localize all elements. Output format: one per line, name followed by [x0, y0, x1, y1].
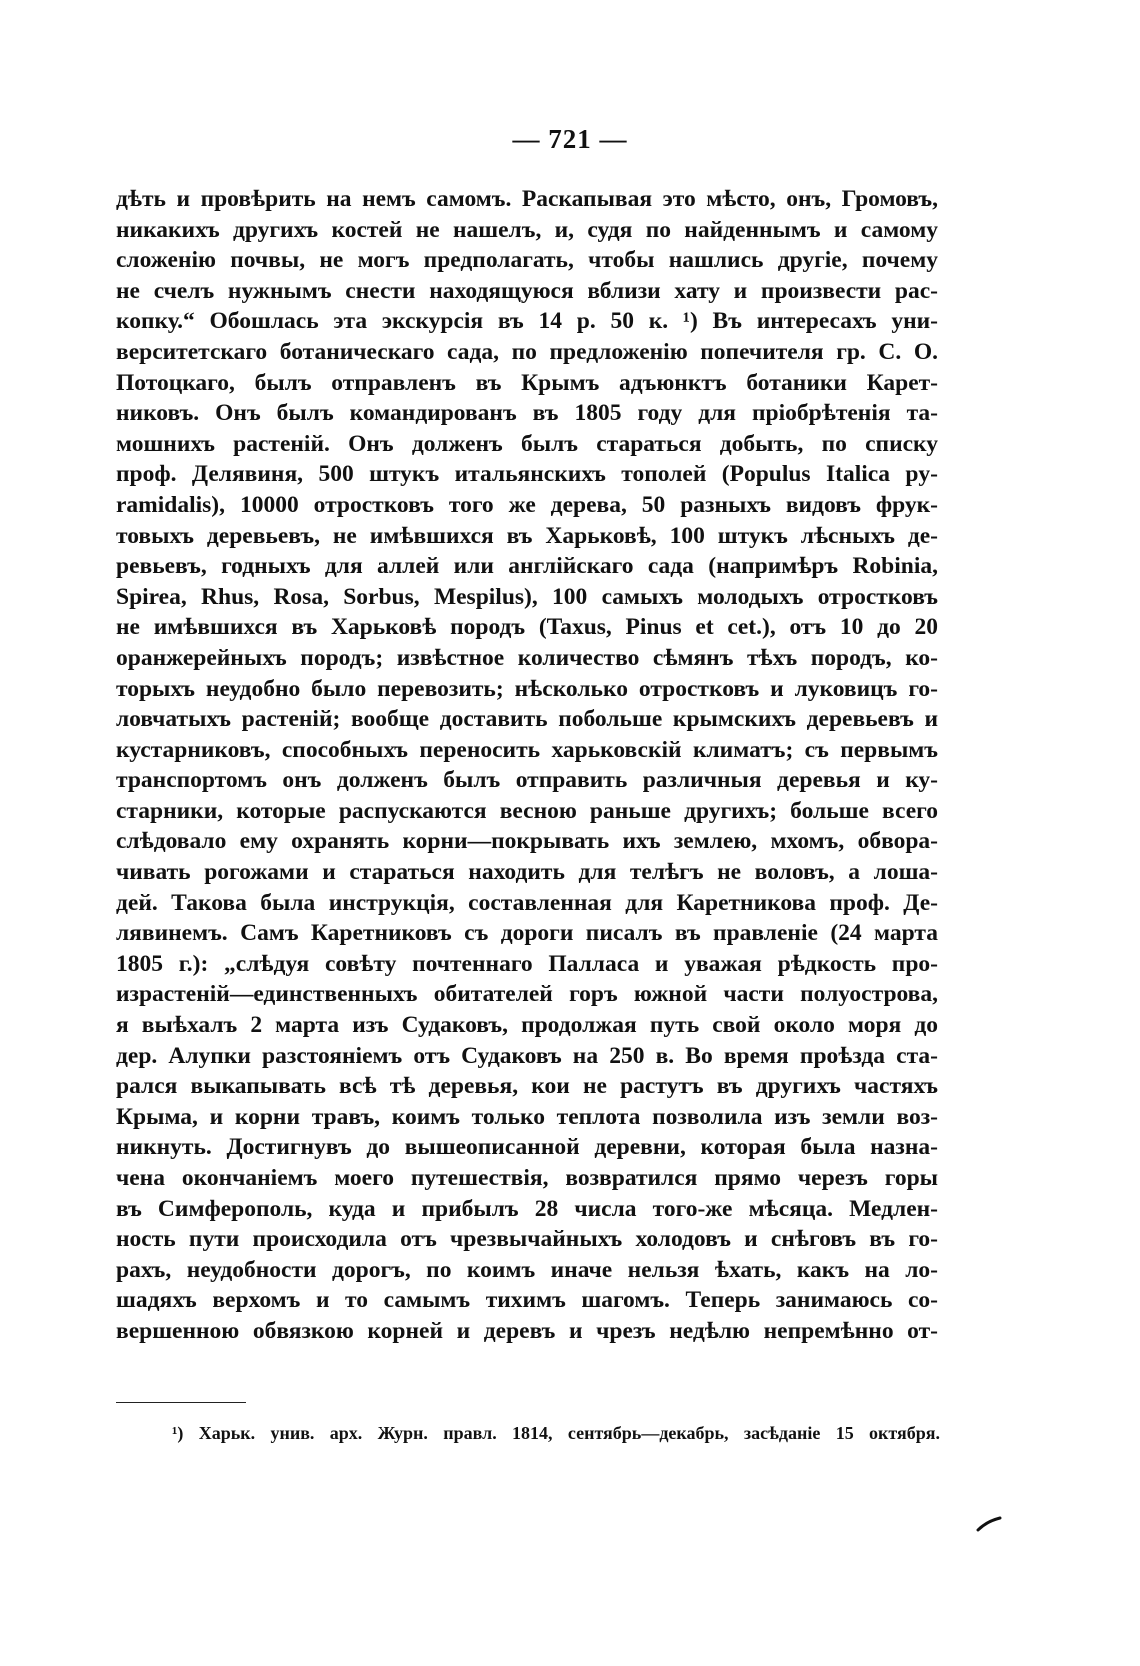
text-line: дѣть и провѣрить на немъ самомъ. Раскапывая это мѣсто, онъ, Громовъ, — [116, 186, 938, 212]
text-line: я выѣхалъ 2 марта изъ Судаковъ, продолжая путь свой около моря до — [116, 1012, 938, 1039]
text-line: Потоцкаго, былъ отправленъ въ Крымъ адъюнктъ ботаники Карет- — [116, 369, 938, 396]
text-line: сложенію почвы, не могъ предполагать, чтобы нашлись другіе, почему — [116, 247, 938, 274]
text-line: никовъ. Онъ былъ командированъ въ 1805 году для пріобрѣтенія та- — [116, 400, 938, 427]
text-line: не счелъ нужнымъ снести находящуюся вблизи хату и произвести рас- — [116, 277, 938, 304]
text-line: чивать рогожами и стараться находить для телѣгъ не воловъ, а лоша- — [116, 859, 938, 886]
text-line: рахъ, неудобности дорогъ, по коимъ иначе нельзя ѣхать, какъ на ло- — [116, 1256, 938, 1283]
text-line: оранжерейныхъ породъ; извѣстное количество сѣмянъ тѣхъ породъ, ко- — [116, 644, 938, 671]
text-line: копку.“ Обошлась эта экскурсія въ 14 р. 50 к. ¹) Въ интересахъ уни- — [116, 308, 938, 335]
text-line: не имѣвшихся въ Харьковѣ породъ (Taxus, Pinus et cet.), отъ 10 до 20 — [116, 614, 938, 641]
footnote-marker: ¹) — [172, 1423, 184, 1443]
text-line: ловчатыхъ растеній; вообще доставить побольше крымскихъ деревьевъ и — [116, 706, 938, 733]
text-line: верситетскаго ботаническаго сада, по предложенію попечителя гр. С. О. — [116, 338, 938, 365]
text-line: проф. Делявиня, 500 штукъ итальянскихъ тополей (Populus Italica py- — [116, 461, 938, 488]
text-line: никакихъ другихъ костей не нашелъ, и, судя по найденнымъ и самому — [116, 216, 938, 243]
footnote-divider — [116, 1402, 246, 1403]
text-line: торыхъ неудобно было перевозить; нѣсколько отростковъ и луковицъ го- — [116, 675, 938, 702]
footnote — [172, 1423, 940, 1444]
text-line: вершенною обвязкою корней и деревъ и чрезъ недѣлю непремѣнно от- — [116, 1317, 938, 1344]
text-line: израстеній—единственныхъ обитателей горъ южной части полуострова, — [116, 981, 938, 1008]
text-line: кустарниковъ, способныхъ переносить харьковскій климатъ; съ первымъ — [116, 736, 938, 763]
text-line: 1805 г.): „слѣдуя совѣту почтеннаго Палласа и уважая рѣдкость про- — [116, 950, 938, 977]
text-line: дер. Алупки разстояніемъ отъ Судаковъ на 250 в. Во время проѣзда ста- — [116, 1042, 938, 1069]
text-line: никнуть. Достигнувъ до вышеописанной деревни, которая была назна- — [116, 1134, 938, 1161]
main-text — [116, 184, 938, 1347]
text-line: товыхъ деревьевъ, не имѣвшихся въ Харьковѣ, 100 штукъ лѣсныхъ де- — [116, 522, 938, 549]
text-line: ность пути происходила отъ чрезвычайныхъ холодовъ и снѣговъ въ го- — [116, 1226, 938, 1253]
text-line: старники, которые распускаются весною раньше другихъ; больше всего — [116, 797, 938, 824]
text-line: Крыма, и корни травъ, коимъ только теплота позволила изъ земли воз- — [116, 1103, 938, 1130]
text-line: ramidalis), 10000 отростковъ того же дерева, 50 разныхъ видовъ фрук- — [116, 491, 938, 518]
text-line: чена окончаніемъ моего путешествія, возвратился прямо черезъ горы — [116, 1165, 938, 1191]
text-line: рался выкапывать всѣ тѣ деревья, кои не растутъ въ другихъ частяхъ — [116, 1073, 938, 1100]
text-line: слѣдовало ему охранять корни—покрывать ихъ землею, мхомъ, обвора- — [116, 828, 938, 855]
text-line: мошнихъ растеній. Онъ долженъ былъ стараться добыть, по списку — [116, 430, 938, 457]
footnote-text: Харьк. унив. арх. Журн. правл. 1814, сентябрь—декабрь, засѣданіе 15 октября. — [198, 1423, 941, 1443]
text-line: транспортомъ онъ долженъ былъ отправить различныя деревья и ку- — [116, 767, 938, 794]
page-number: — 721 — — [512, 124, 628, 154]
text-line: шадяхъ верхомъ и то самымъ тихимъ шагомъ. Теперь занимаюсь со- — [116, 1287, 938, 1314]
text-line: въ Симферополь, куда и прибылъ 28 числа того-же мѣсяца. Медлен- — [116, 1195, 938, 1222]
pen-mark-icon — [976, 1516, 1002, 1532]
text-line: дей. Такова была инструкція, составленная для Каретникова проф. Де- — [116, 889, 938, 916]
text-line: ревьевъ, годныхъ для аллей или англійскаго сада (напримѣръ Robinia, — [116, 553, 938, 580]
text-line: лявинемъ. Самъ Каретниковъ съ дороги писалъ въ правленіе (24 марта — [116, 920, 938, 947]
text-line: Spirea, Rhus, Rosa, Sorbus, Mespilus), 100 самыхъ молодыхъ отростковъ — [116, 583, 938, 610]
